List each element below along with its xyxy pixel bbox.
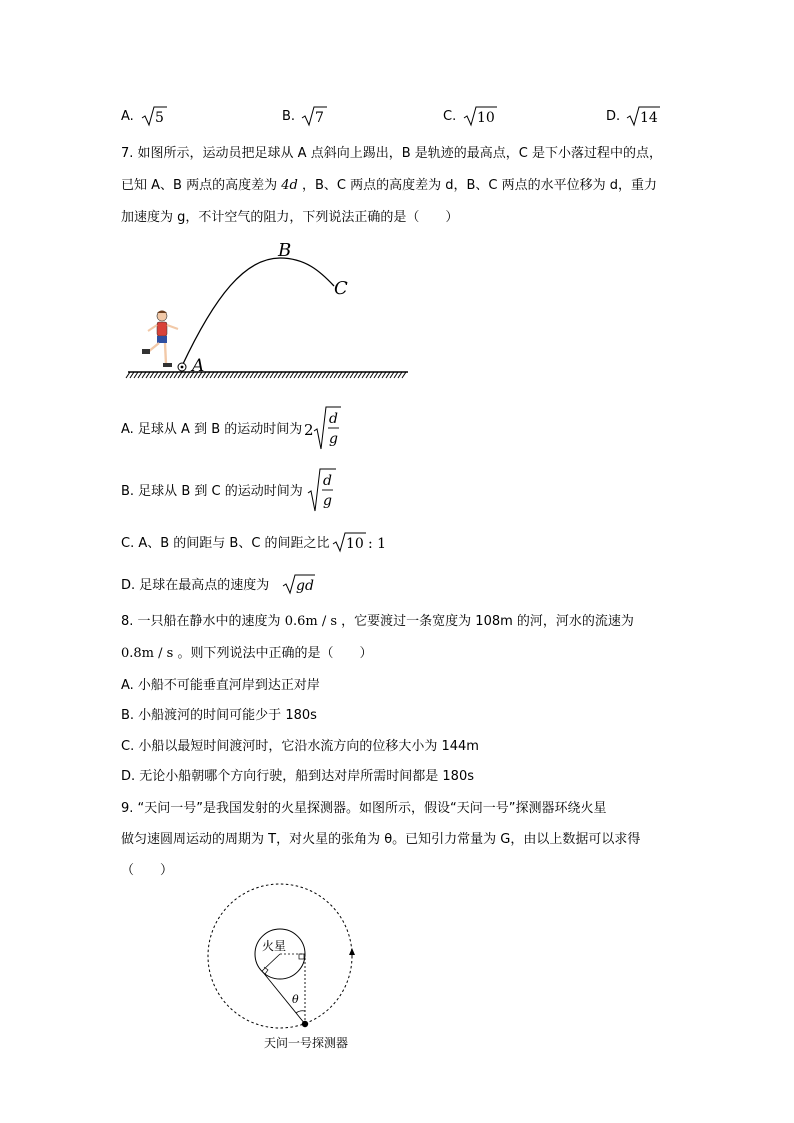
q9-stem-line1: 9. “天问一号”是我国发射的火星探测器。如图所示，假设“天问一号”探测器环绕火星 xyxy=(121,801,607,816)
hatch-stroke xyxy=(238,372,242,378)
hatch-stroke xyxy=(362,372,366,378)
hatch-stroke xyxy=(214,372,218,378)
q7-stem-line3: 加速度为 g，不计空气的阻力，下列说法正确的是（ ） xyxy=(121,210,459,225)
hatch-stroke xyxy=(318,372,322,378)
hatch-stroke xyxy=(262,372,266,378)
hatch-stroke xyxy=(206,372,210,378)
q6-option-a: A. xyxy=(121,109,134,124)
hatch-stroke xyxy=(146,372,150,378)
hatch-stroke xyxy=(282,372,286,378)
svg-text:2: 2 xyxy=(304,421,314,439)
q7-stem-line1: 7. 如图所示，运动员把足球从 A 点斜向上踢出，B 是轨迹的最高点，C 是下小落过程中的点， xyxy=(121,146,662,161)
hatch-stroke xyxy=(218,372,222,378)
svg-text:gd: gd xyxy=(296,578,314,594)
hatch-stroke xyxy=(394,372,398,378)
hatch-stroke xyxy=(250,372,254,378)
svg-text:14: 14 xyxy=(640,110,658,126)
q7-option-c-formula xyxy=(331,530,387,554)
point-a-label: A xyxy=(192,356,205,376)
hatch-stroke xyxy=(326,372,330,378)
hatch-stroke xyxy=(166,372,170,378)
q7-trajectory-figure xyxy=(120,236,415,384)
svg-text:d: d xyxy=(323,473,332,489)
hatch-stroke xyxy=(162,372,166,378)
hatch-stroke xyxy=(330,372,334,378)
orbit-direction-arrow-icon xyxy=(349,948,355,955)
hatch-stroke xyxy=(174,372,178,378)
ball-trajectory xyxy=(182,258,334,366)
hatch-stroke xyxy=(178,372,182,378)
q9-orbit-figure xyxy=(200,882,365,1054)
hatch-stroke xyxy=(334,372,338,378)
q7-option-a: A. 足球从 A 到 B 的运动时间为 xyxy=(121,422,303,437)
hatch-stroke xyxy=(310,372,314,378)
hatch-stroke xyxy=(390,372,394,378)
hatch-stroke xyxy=(298,372,302,378)
probe-dot xyxy=(302,1021,308,1027)
hatch-stroke xyxy=(266,372,270,378)
q6-option-d-radical xyxy=(625,104,661,128)
hatch-stroke xyxy=(306,372,310,378)
hatch-stroke xyxy=(170,372,174,378)
q7-option-d-formula xyxy=(281,572,317,596)
svg-text:5: 5 xyxy=(155,110,164,126)
q7-option-d: D. 足球在最高点的速度为 xyxy=(121,578,270,593)
q8-stem-line1: 8. 一只船在静水中的速度为 0.6m / s ，它要渡过一条宽度为 108m 的河，河水的流速为 xyxy=(121,614,634,629)
hatch-stroke xyxy=(402,372,406,378)
hatch-stroke xyxy=(186,372,190,378)
q9-stem-line3: （ ） xyxy=(121,863,174,878)
hatch-stroke xyxy=(286,372,290,378)
hatch-stroke xyxy=(382,372,386,378)
hatch-stroke xyxy=(222,372,226,378)
q7-option-a-formula xyxy=(303,405,343,455)
theta-label: θ xyxy=(292,993,299,1006)
q7-option-b-formula xyxy=(306,467,338,517)
q7-option-b: B. 足球从 B 到 C 的运动时间为 xyxy=(121,484,303,499)
hatch-stroke xyxy=(370,372,374,378)
hatch-stroke xyxy=(182,372,186,378)
q6-option-d: D. xyxy=(606,109,621,124)
hatch-stroke xyxy=(366,372,370,378)
svg-text:10: 10 xyxy=(346,536,364,552)
hatch-stroke xyxy=(242,372,246,378)
hatch-stroke xyxy=(142,372,146,378)
hatch-stroke xyxy=(354,372,358,378)
q6-option-c: C. xyxy=(443,109,457,124)
hatch-stroke xyxy=(246,372,250,378)
hatch-stroke xyxy=(302,372,306,378)
hatch-stroke xyxy=(342,372,346,378)
hatch-stroke xyxy=(386,372,390,378)
hatch-stroke xyxy=(378,372,382,378)
svg-text:10: 10 xyxy=(477,110,495,126)
mars-label: 火星 xyxy=(262,939,287,953)
hatch-stroke xyxy=(258,372,262,378)
q6-option-c-radical xyxy=(462,104,498,128)
hatch-stroke xyxy=(130,372,134,378)
q8-option-b: B. 小船渡河的时间可能少于 180s xyxy=(121,708,317,723)
q7-stem-line2: 已知 A、B 两点的高度差为 4d ，B、C 两点的高度差为 d，B、C 两点的水平位移为 d，重力 xyxy=(121,178,657,193)
hatch-stroke xyxy=(358,372,362,378)
hatch-stroke xyxy=(322,372,326,378)
hatch-stroke xyxy=(338,372,342,378)
hatch-stroke xyxy=(254,372,258,378)
hatch-stroke xyxy=(158,372,162,378)
hatch-stroke xyxy=(138,372,142,378)
hatch-stroke xyxy=(294,372,298,378)
hatch-stroke xyxy=(398,372,402,378)
q8-option-a: A. 小船不可能垂直河岸到达正对岸 xyxy=(121,678,320,693)
svg-text:d: d xyxy=(329,411,338,427)
hatch-stroke xyxy=(226,372,230,378)
hatch-stroke xyxy=(290,372,294,378)
hatch-stroke xyxy=(210,372,214,378)
hatch-stroke xyxy=(126,372,130,378)
q9-stem-line2: 做匀速圆周运动的周期为 T，对火星的张角为 θ。已知引力常量为 G，由以上数据可以求得 xyxy=(121,832,641,847)
hatch-stroke xyxy=(374,372,378,378)
q6-option-b-radical xyxy=(300,104,328,128)
q7-option-c: C. A、B 的间距与 B、C 的间距之比 xyxy=(121,536,330,551)
hatch-stroke xyxy=(278,372,282,378)
hatch-stroke xyxy=(234,372,238,378)
hatch-stroke xyxy=(350,372,354,378)
q8-option-c: C. 小船以最短时间渡河时，它沿水流方向的位移大小为 144m xyxy=(121,739,479,754)
q8-stem-line2: 0.8m / s 。则下列说法中正确的是（ ） xyxy=(121,646,373,661)
hatch-stroke xyxy=(314,372,318,378)
hatch-stroke xyxy=(230,372,234,378)
point-c-label: C xyxy=(334,278,348,299)
probe-caption: 天问一号探测器 xyxy=(264,1036,349,1050)
hatch-stroke xyxy=(274,372,278,378)
svg-text:g: g xyxy=(323,493,332,509)
hatch-stroke xyxy=(270,372,274,378)
svg-text:g: g xyxy=(329,431,338,447)
hatch-stroke xyxy=(134,372,138,378)
q6-option-a-radical xyxy=(140,104,168,128)
q6-option-b: B. xyxy=(282,109,296,124)
hatch-stroke xyxy=(154,372,158,378)
player-icon xyxy=(142,311,178,368)
svg-text:: 1: : 1 xyxy=(368,536,387,552)
hatch-stroke xyxy=(346,372,350,378)
ground-hatching xyxy=(126,372,406,378)
point-b-label: B xyxy=(278,240,292,261)
svg-text:7: 7 xyxy=(315,110,324,126)
hatch-stroke xyxy=(150,372,154,378)
q8-option-d: D. 无论小船朝哪个方向行驶，船到达对岸所需时间都是 180s xyxy=(121,769,474,784)
